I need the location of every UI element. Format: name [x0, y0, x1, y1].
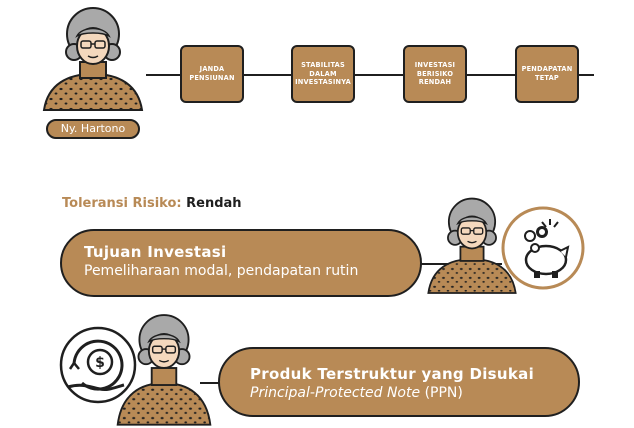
investment-goal-title: Tujuan Investasi	[84, 243, 227, 261]
investment-goal-text: Pemeliharaan modal, pendapatan rutin	[84, 263, 359, 279]
preferred-product-name: Principal-Protected Note	[250, 385, 421, 401]
risk-tolerance	[62, 196, 242, 211]
risk-tolerance-value: Rendah	[186, 196, 242, 211]
avatar-ny-hartono	[38, 6, 148, 116]
profile-chip-pendapatan-tetap: PENDAPATAN TETAP	[515, 45, 579, 103]
svg-text:$: $	[95, 355, 105, 371]
avatar-goal	[423, 190, 521, 298]
persona-name-badge: Ny. Hartono	[46, 119, 140, 139]
profile-chip-stabilitas: STABILITAS DALAM INVESTASINYA	[291, 45, 355, 103]
investment-goal-card	[60, 229, 422, 297]
avatar-product	[112, 308, 216, 428]
profile-chip-risiko-rendah: INVESTASI BERISIKO RENDAH	[403, 45, 467, 103]
preferred-product-abbr: (PPN)	[424, 385, 463, 401]
preferred-product-card	[218, 347, 580, 417]
preferred-product-title: Produk Terstruktur yang Disukai	[250, 365, 535, 383]
risk-tolerance-label: Toleransi Risiko:	[62, 196, 182, 211]
profile-chip-janda-pensiunan: JANDA PENSIUNAN	[180, 45, 244, 103]
preferred-product-line	[250, 385, 578, 401]
